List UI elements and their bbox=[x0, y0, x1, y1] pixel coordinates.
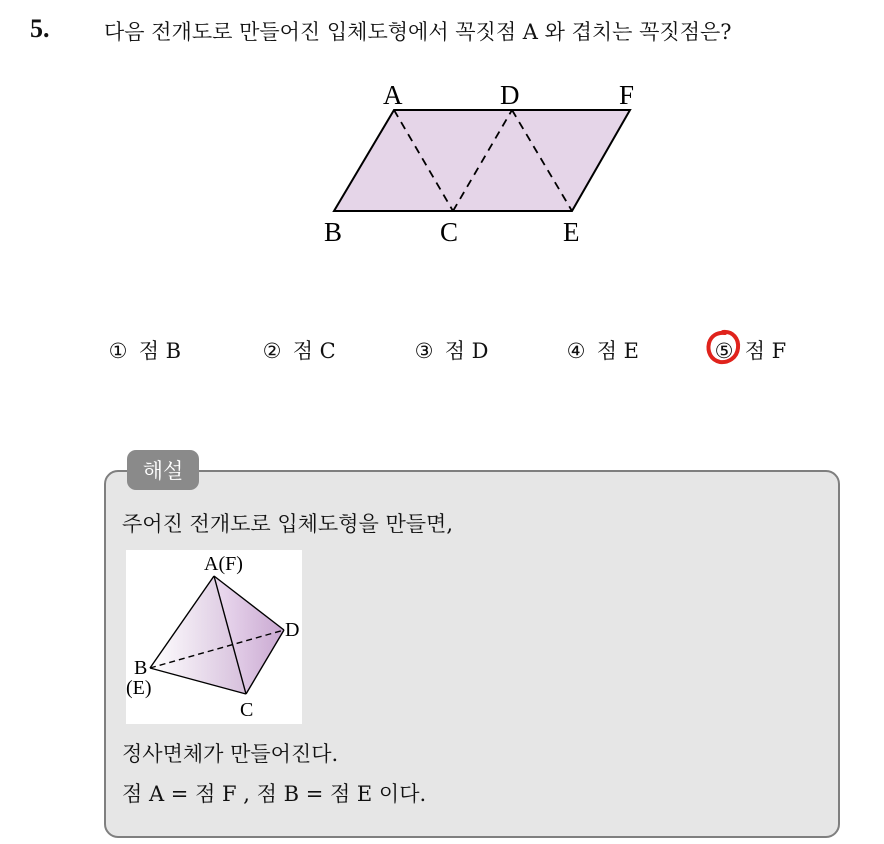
net-label-c: C bbox=[440, 217, 459, 247]
choice-number: ⑤ bbox=[714, 339, 734, 363]
tetra-label-right: D bbox=[285, 619, 300, 641]
choice-label: 점 F bbox=[744, 339, 787, 363]
net-label-b: B bbox=[324, 217, 343, 247]
question-number: 5. bbox=[30, 14, 50, 43]
choice-5[interactable] bbox=[710, 335, 786, 365]
tetra-label-left: B bbox=[134, 657, 148, 679]
tetra-label-left-sub: (E) bbox=[126, 677, 152, 699]
net-label-f: F bbox=[619, 80, 635, 110]
choice-label: 점 D bbox=[444, 339, 489, 363]
choice-4[interactable] bbox=[562, 335, 639, 365]
choice-label: 점 E bbox=[596, 339, 639, 363]
solution-line-1: 주어진 전개도로 입체도형을 만들면, bbox=[122, 512, 453, 536]
choice-label: 점 C bbox=[292, 339, 336, 363]
tetra-label-top: A(F) bbox=[204, 553, 243, 575]
choice-1[interactable] bbox=[104, 335, 181, 365]
net-label-d: D bbox=[500, 80, 520, 110]
net-label-a: A bbox=[383, 80, 403, 110]
solution-line-2: 정사면체가 만들어진다. bbox=[122, 742, 339, 766]
choice-3[interactable] bbox=[410, 335, 489, 365]
choice-number: ④ bbox=[566, 339, 586, 363]
tetra-label-bottom: C bbox=[240, 699, 254, 721]
net-diagram bbox=[310, 72, 650, 252]
net-label-e: E bbox=[563, 217, 580, 247]
solution-tab: 해설 bbox=[127, 450, 199, 490]
choice-number: ③ bbox=[414, 339, 434, 363]
tetrahedron-figure bbox=[126, 550, 302, 724]
choice-number: ① bbox=[108, 339, 128, 363]
choice-number: ② bbox=[262, 339, 282, 363]
answer-choices bbox=[0, 335, 884, 369]
question-text: 다음 전개도로 만들어진 입체도형에서 꼭짓점 A 와 겹치는 꼭짓점은? bbox=[104, 20, 732, 44]
choice-2[interactable] bbox=[258, 335, 336, 365]
choice-label: 점 B bbox=[138, 339, 182, 363]
solution-line-3: 점 A = 점 F , 점 B = 점 E 이다. bbox=[122, 782, 427, 806]
